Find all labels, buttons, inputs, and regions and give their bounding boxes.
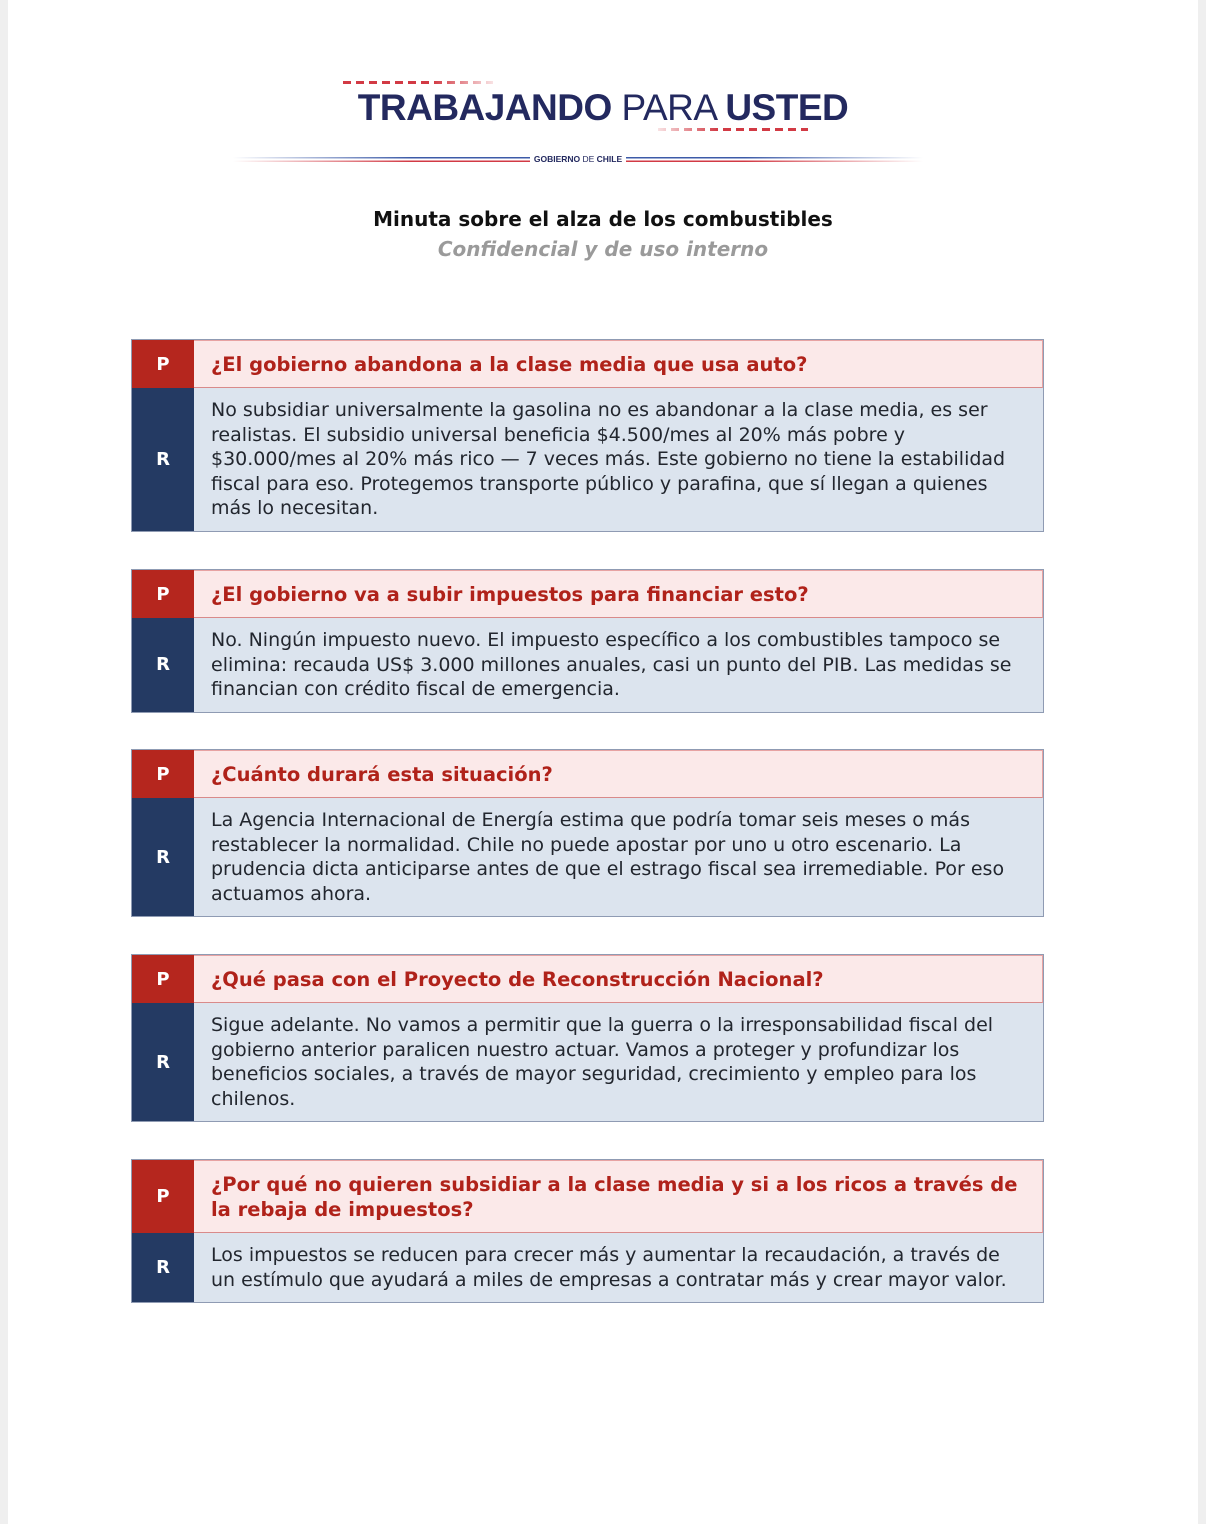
question-label: P	[132, 750, 194, 798]
document-title: Minuta sobre el alza de los combustibles	[373, 207, 833, 231]
flag-stripe-right	[626, 157, 923, 162]
gobierno-de-chile-text	[530, 154, 626, 164]
answer-label: R	[132, 1003, 194, 1121]
logo-title-usted: USTED	[725, 87, 849, 128]
answer-label: R	[132, 1233, 194, 1302]
question-label: P	[132, 340, 194, 388]
gobierno-de-chile-banner	[233, 154, 923, 164]
gov-text-de: DE	[580, 154, 597, 164]
answer-label: R	[132, 798, 194, 916]
trabajando-para-usted-logo	[8, 78, 1198, 178]
answer-text: Los impuestos se reducen para crecer más y aumentar la recaudación, a través de un estímulo que ayudará a miles de empresas a contratar más y crear mayor valor.	[194, 1233, 1043, 1302]
logo-dashed-line-bottom	[658, 128, 808, 131]
document-subtitle: Confidencial y de uso interno	[437, 237, 769, 261]
question-label: P	[132, 955, 194, 1003]
flag-stripe-left	[233, 157, 530, 162]
logo-title	[8, 86, 1198, 130]
qa-card	[131, 339, 1044, 532]
question-label: P	[132, 1160, 194, 1233]
question-row	[132, 340, 1043, 388]
question-row	[132, 955, 1043, 1003]
logo-title-trabajando: TRABAJANDO	[357, 87, 612, 128]
question-text: ¿Por qué no quieren subsidiar a la clase media y si a los ricos a través de la rebaja de impuestos?	[194, 1160, 1043, 1233]
qa-card	[131, 954, 1044, 1122]
answer-row	[132, 1003, 1043, 1121]
question-label: P	[132, 570, 194, 618]
logo-dashed-line-top	[343, 81, 493, 84]
question-text: ¿Qué pasa con el Proyecto de Reconstrucción Nacional?	[194, 955, 1043, 1003]
gov-text-gobierno: GOBIERNO	[533, 154, 581, 164]
answer-text: La Agencia Internacional de Energía estima que podría tomar seis meses o más restablecer la normalidad. Chile no puede apostar por uno u otro escenario. La prudencia dicta anticiparse antes de que el estrago fiscal sea irremediable. Por eso actuamos ahora.	[194, 798, 1043, 916]
question-row	[132, 570, 1043, 618]
answer-row	[132, 618, 1043, 712]
qa-card	[131, 569, 1044, 713]
gov-text-chile: CHILE	[596, 154, 623, 164]
question-row	[132, 1160, 1043, 1233]
answer-text: No. Ningún impuesto nuevo. El impuesto específico a los combustibles tampoco se elimina: recauda US$ 3.000 millones anuales, casi un punto del PIB. Las medidas se financian con crédito fiscal de emergencia.	[194, 618, 1043, 712]
answer-label: R	[132, 618, 194, 712]
question-text: ¿Cuánto durará esta situación?	[194, 750, 1043, 798]
answer-row	[132, 798, 1043, 916]
answer-label: R	[132, 388, 194, 531]
qa-card	[131, 1159, 1044, 1303]
answer-row	[132, 388, 1043, 531]
question-row	[132, 750, 1043, 798]
question-text: ¿El gobierno abandona a la clase media que usa auto?	[194, 340, 1043, 388]
answer-text: Sigue adelante. No vamos a permitir que la guerra o la irresponsabilidad fiscal del gobierno anterior paralicen nuestro actuar. Vamos a proteger y profundizar los beneficios sociales, a través de mayor seguridad, crecimiento y empleo para los chilenos.	[194, 1003, 1043, 1121]
qa-card	[131, 749, 1044, 917]
logo-title-para: PARA	[611, 87, 726, 128]
answer-row	[132, 1233, 1043, 1302]
document-page	[8, 0, 1198, 1524]
answer-text: No subsidiar universalmente la gasolina no es abandonar a la clase media, es ser realistas. El subsidio universal beneficia $4.500/mes al 20% más pobre y $30.000/mes al 20% más rico — 7 veces más. Este gobierno no tiene la estabilidad fiscal para eso. Protegemos transporte público y parafina, que sí llegan a quienes más lo necesitan.	[194, 388, 1043, 531]
question-text: ¿El gobierno va a subir impuestos para financiar esto?	[194, 570, 1043, 618]
